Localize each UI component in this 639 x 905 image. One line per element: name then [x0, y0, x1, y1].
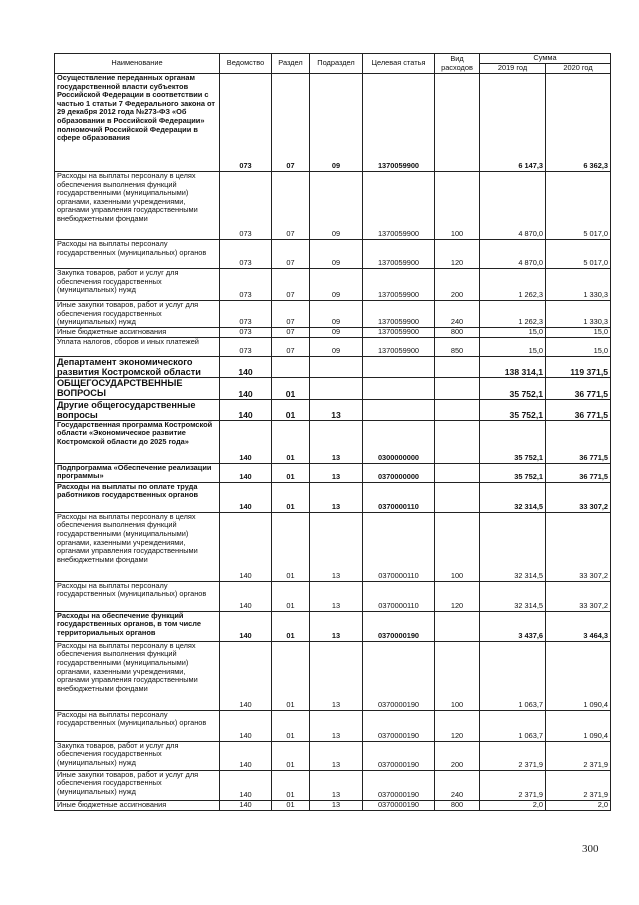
row-razdel: 01: [272, 377, 310, 399]
table-row: [55, 482, 611, 512]
header-razdel: Раздел: [272, 54, 310, 74]
row-name: Иные закупки товаров, работ и услуг для обеспечения государственных (муниципальных) нужд: [55, 301, 220, 328]
row-sum-2020: 33 307,2: [546, 512, 611, 581]
row-sum-2020: 3 464,3: [546, 611, 611, 641]
table-row: [55, 420, 611, 463]
row-vid: 100: [435, 641, 480, 710]
row-sum-2019: 35 752,1: [480, 420, 546, 463]
row-sum-2019: 1 063,7: [480, 641, 546, 710]
row-razdel: 07: [272, 301, 310, 328]
row-razdel: 01: [272, 770, 310, 800]
row-vedomstvo: 140: [220, 463, 272, 482]
row-sum-2019: 32 314,5: [480, 512, 546, 581]
row-vedomstvo: 140: [220, 399, 272, 420]
row-razdel: 01: [272, 710, 310, 741]
row-statya: 1370059900: [363, 240, 435, 269]
row-name: Закупка товаров, работ и услуг для обеспечения государственных (муниципальных) нужд: [55, 269, 220, 301]
row-sum-2019: 2 371,9: [480, 741, 546, 770]
row-name: Расходы на выплаты персоналу государственных (муниципальных) органов: [55, 240, 220, 269]
row-sum-2020: 36 771,5: [546, 420, 611, 463]
row-name: Уплата налогов, сборов и иных платежей: [55, 337, 220, 356]
row-razdel: 07: [272, 327, 310, 337]
row-statya: 0370000190: [363, 611, 435, 641]
row-vedomstvo: 073: [220, 327, 272, 337]
row-statya: 1370059900: [363, 337, 435, 356]
table-row: [55, 463, 611, 482]
row-podrazdel: 09: [310, 240, 363, 269]
budget-table-sheet: [54, 53, 610, 811]
row-vid: [435, 611, 480, 641]
row-sum-2020: 2 371,9: [546, 741, 611, 770]
header-name: Наименование: [55, 54, 220, 74]
row-podrazdel: 09: [310, 301, 363, 328]
table-row: [55, 240, 611, 269]
row-name: Государственная программа Костромской области «Экономическое развитие Костромской области до 2025 года»: [55, 420, 220, 463]
table-row: [55, 399, 611, 420]
row-vedomstvo: 140: [220, 420, 272, 463]
row-name: Иные бюджетные ассигнования: [55, 800, 220, 810]
row-sum-2020: 33 307,2: [546, 482, 611, 512]
row-podrazdel: 13: [310, 770, 363, 800]
row-vedomstvo: 073: [220, 172, 272, 240]
table-row: [55, 512, 611, 581]
row-podrazdel: 13: [310, 512, 363, 581]
row-podrazdel: 13: [310, 399, 363, 420]
row-podrazdel: [310, 377, 363, 399]
row-sum-2020: 36 771,5: [546, 399, 611, 420]
header-podrazdel: Подраздел: [310, 54, 363, 74]
row-name: Расходы на выплаты персоналу государственных (муниципальных) органов: [55, 581, 220, 611]
row-statya: [363, 377, 435, 399]
row-statya: 1370059900: [363, 301, 435, 328]
row-sum-2020: 36 771,5: [546, 463, 611, 482]
row-statya: 1370059900: [363, 74, 435, 172]
row-vedomstvo: 073: [220, 74, 272, 172]
row-name: Другие общегосударственные вопросы: [55, 399, 220, 420]
row-vid: [435, 482, 480, 512]
row-statya: 0370000110: [363, 512, 435, 581]
header-vid: Вид расходов: [435, 54, 480, 74]
row-statya: 1370059900: [363, 172, 435, 240]
table-row: [55, 710, 611, 741]
row-name: Иные закупки товаров, работ и услуг для обеспечения государственных (муниципальных) нужд: [55, 770, 220, 800]
row-razdel: 07: [272, 74, 310, 172]
row-statya: 0370000190: [363, 641, 435, 710]
row-statya: [363, 399, 435, 420]
row-vedomstvo: 073: [220, 301, 272, 328]
row-vedomstvo: 140: [220, 800, 272, 810]
row-sum-2019: 35 752,1: [480, 377, 546, 399]
row-vedomstvo: 073: [220, 240, 272, 269]
row-statya: 0370000190: [363, 770, 435, 800]
row-vedomstvo: 140: [220, 356, 272, 377]
row-vid: [435, 74, 480, 172]
row-podrazdel: 09: [310, 327, 363, 337]
row-vid: 100: [435, 172, 480, 240]
row-name: Расходы на обеспечение функций государственных органов, в том числе территориальных органов: [55, 611, 220, 641]
row-vid: 120: [435, 581, 480, 611]
row-statya: 0370000190: [363, 710, 435, 741]
row-statya: [363, 356, 435, 377]
row-sum-2020: 2 371,9: [546, 770, 611, 800]
row-razdel: 01: [272, 482, 310, 512]
row-podrazdel: 13: [310, 482, 363, 512]
row-name: Подпрограмма «Обеспечение реализации программы»: [55, 463, 220, 482]
row-razdel: 01: [272, 463, 310, 482]
row-razdel: 01: [272, 581, 310, 611]
row-razdel: 01: [272, 641, 310, 710]
table-row: [55, 581, 611, 611]
row-sum-2020: 6 362,3: [546, 74, 611, 172]
row-sum-2020: 5 017,0: [546, 240, 611, 269]
table-row: [55, 74, 611, 172]
row-podrazdel: 13: [310, 581, 363, 611]
row-vedomstvo: 140: [220, 581, 272, 611]
table-row: [55, 611, 611, 641]
row-sum-2020: 2,0: [546, 800, 611, 810]
table-row: [55, 269, 611, 301]
row-podrazdel: 13: [310, 611, 363, 641]
row-sum-2019: 4 870,0: [480, 240, 546, 269]
row-name: Иные бюджетные ассигнования: [55, 327, 220, 337]
table-row: [55, 327, 611, 337]
table-row: [55, 337, 611, 356]
row-statya: 0370000110: [363, 482, 435, 512]
row-vid: 200: [435, 741, 480, 770]
row-podrazdel: 13: [310, 800, 363, 810]
row-razdel: 07: [272, 240, 310, 269]
row-vedomstvo: 140: [220, 641, 272, 710]
row-razdel: 07: [272, 172, 310, 240]
row-sum-2020: 5 017,0: [546, 172, 611, 240]
row-vid: [435, 463, 480, 482]
row-name: Расходы на выплаты персоналу государственных (муниципальных) органов: [55, 710, 220, 741]
row-vid: 100: [435, 512, 480, 581]
page-number: 300: [582, 843, 599, 855]
row-vedomstvo: 073: [220, 337, 272, 356]
header-2020: 2020 год: [546, 64, 611, 74]
row-sum-2020: 1 090,4: [546, 710, 611, 741]
row-sum-2019: 1 262,3: [480, 301, 546, 328]
row-razdel: 07: [272, 337, 310, 356]
row-name: Закупка товаров, работ и услуг для обеспечения государственных (муниципальных) нужд: [55, 741, 220, 770]
header-statya: Целевая статья: [363, 54, 435, 74]
row-razdel: 01: [272, 420, 310, 463]
row-vedomstvo: 140: [220, 741, 272, 770]
row-vedomstvo: 140: [220, 512, 272, 581]
row-name: Расходы на выплаты по оплате труда работников государственных органов: [55, 482, 220, 512]
row-vedomstvo: 140: [220, 710, 272, 741]
row-sum-2019: 35 752,1: [480, 463, 546, 482]
row-podrazdel: 13: [310, 463, 363, 482]
row-podrazdel: 09: [310, 172, 363, 240]
table-header: [55, 54, 611, 74]
row-statya: 0370000110: [363, 581, 435, 611]
table-row: [55, 641, 611, 710]
row-sum-2020: 15,0: [546, 327, 611, 337]
row-sum-2019: 35 752,1: [480, 399, 546, 420]
row-name: Департамент экономического развития Костромской области: [55, 356, 220, 377]
row-podrazdel: 13: [310, 641, 363, 710]
row-statya: 1370059900: [363, 269, 435, 301]
row-sum-2019: 6 147,3: [480, 74, 546, 172]
table-row: [55, 301, 611, 328]
row-podrazdel: [310, 356, 363, 377]
budget-table: [54, 53, 611, 811]
table-row: [55, 356, 611, 377]
row-vid: 850: [435, 337, 480, 356]
table-row: [55, 770, 611, 800]
row-sum-2019: 1 262,3: [480, 269, 546, 301]
row-sum-2020: 15,0: [546, 337, 611, 356]
row-razdel: 01: [272, 611, 310, 641]
row-razdel: 01: [272, 741, 310, 770]
row-vedomstvo: 140: [220, 611, 272, 641]
row-name: ОБЩЕГОСУДАРСТВЕННЫЕ ВОПРОСЫ: [55, 377, 220, 399]
row-sum-2019: 2 371,9: [480, 770, 546, 800]
row-statya: 0370000000: [363, 463, 435, 482]
row-podrazdel: 13: [310, 420, 363, 463]
row-name: Осуществление переданных органам государственной власти субъектов Российской Федерации в соответствии с частью 1 статьи 7 Федерального закона от 29 декабря 2012 года №273-ФЗ «Об образовании в Российской Федерации» полномочий Российской Федерации в сфере образования: [55, 74, 220, 172]
row-vid: 120: [435, 240, 480, 269]
row-razdel: 01: [272, 800, 310, 810]
header-summa: Сумма: [480, 54, 611, 64]
row-sum-2019: 3 437,6: [480, 611, 546, 641]
row-podrazdel: 13: [310, 710, 363, 741]
row-podrazdel: 13: [310, 741, 363, 770]
table-body: [55, 74, 611, 811]
table-row: [55, 800, 611, 810]
header-2019: 2019 год: [480, 64, 546, 74]
row-sum-2019: 32 314,5: [480, 581, 546, 611]
row-vid: 240: [435, 301, 480, 328]
row-razdel: 07: [272, 269, 310, 301]
row-podrazdel: 09: [310, 74, 363, 172]
row-vid: 800: [435, 800, 480, 810]
row-statya: 1370059900: [363, 327, 435, 337]
row-name: Расходы на выплаты персоналу в целях обеспечения выполнения функций государственными (муниципальными) органами, казенными учреждениями, органами управления государственными внебюджетными фондами: [55, 172, 220, 240]
row-sum-2020: 33 307,2: [546, 581, 611, 611]
row-sum-2020: 119 371,5: [546, 356, 611, 377]
header-vedomstvo: Ведомство: [220, 54, 272, 74]
row-sum-2020: 1 330,3: [546, 269, 611, 301]
row-vid: 240: [435, 770, 480, 800]
row-podrazdel: 09: [310, 337, 363, 356]
table-row: [55, 172, 611, 240]
row-vedomstvo: 140: [220, 377, 272, 399]
table-row: [55, 741, 611, 770]
table-row: [55, 377, 611, 399]
row-vid: 120: [435, 710, 480, 741]
row-name: Расходы на выплаты персоналу в целях обеспечения выполнения функций государственными (муниципальными) органами, казенными учреждениями, органами управления государственными внебюджетными фондами: [55, 641, 220, 710]
row-sum-2019: 32 314,5: [480, 482, 546, 512]
row-razdel: [272, 356, 310, 377]
row-vid: 200: [435, 269, 480, 301]
row-sum-2019: 138 314,1: [480, 356, 546, 377]
row-sum-2019: 15,0: [480, 337, 546, 356]
row-sum-2019: 4 870,0: [480, 172, 546, 240]
row-sum-2019: 2,0: [480, 800, 546, 810]
row-statya: 0370000190: [363, 800, 435, 810]
row-vedomstvo: 073: [220, 269, 272, 301]
row-vedomstvo: 140: [220, 770, 272, 800]
row-statya: 0300000000: [363, 420, 435, 463]
row-name: Расходы на выплаты персоналу в целях обеспечения выполнения функций государственными (муниципальными) органами, казенными учреждениями, органами управления государственными внебюджетными фондами: [55, 512, 220, 581]
row-statya: 0370000190: [363, 741, 435, 770]
row-razdel: 01: [272, 512, 310, 581]
row-sum-2019: 15,0: [480, 327, 546, 337]
row-sum-2020: 36 771,5: [546, 377, 611, 399]
row-sum-2020: 1 330,3: [546, 301, 611, 328]
row-vid: [435, 356, 480, 377]
row-vid: [435, 399, 480, 420]
row-vid: [435, 377, 480, 399]
row-podrazdel: 09: [310, 269, 363, 301]
row-vid: [435, 420, 480, 463]
row-vid: 800: [435, 327, 480, 337]
row-razdel: 01: [272, 399, 310, 420]
row-sum-2019: 1 063,7: [480, 710, 546, 741]
row-vedomstvo: 140: [220, 482, 272, 512]
row-sum-2020: 1 090,4: [546, 641, 611, 710]
